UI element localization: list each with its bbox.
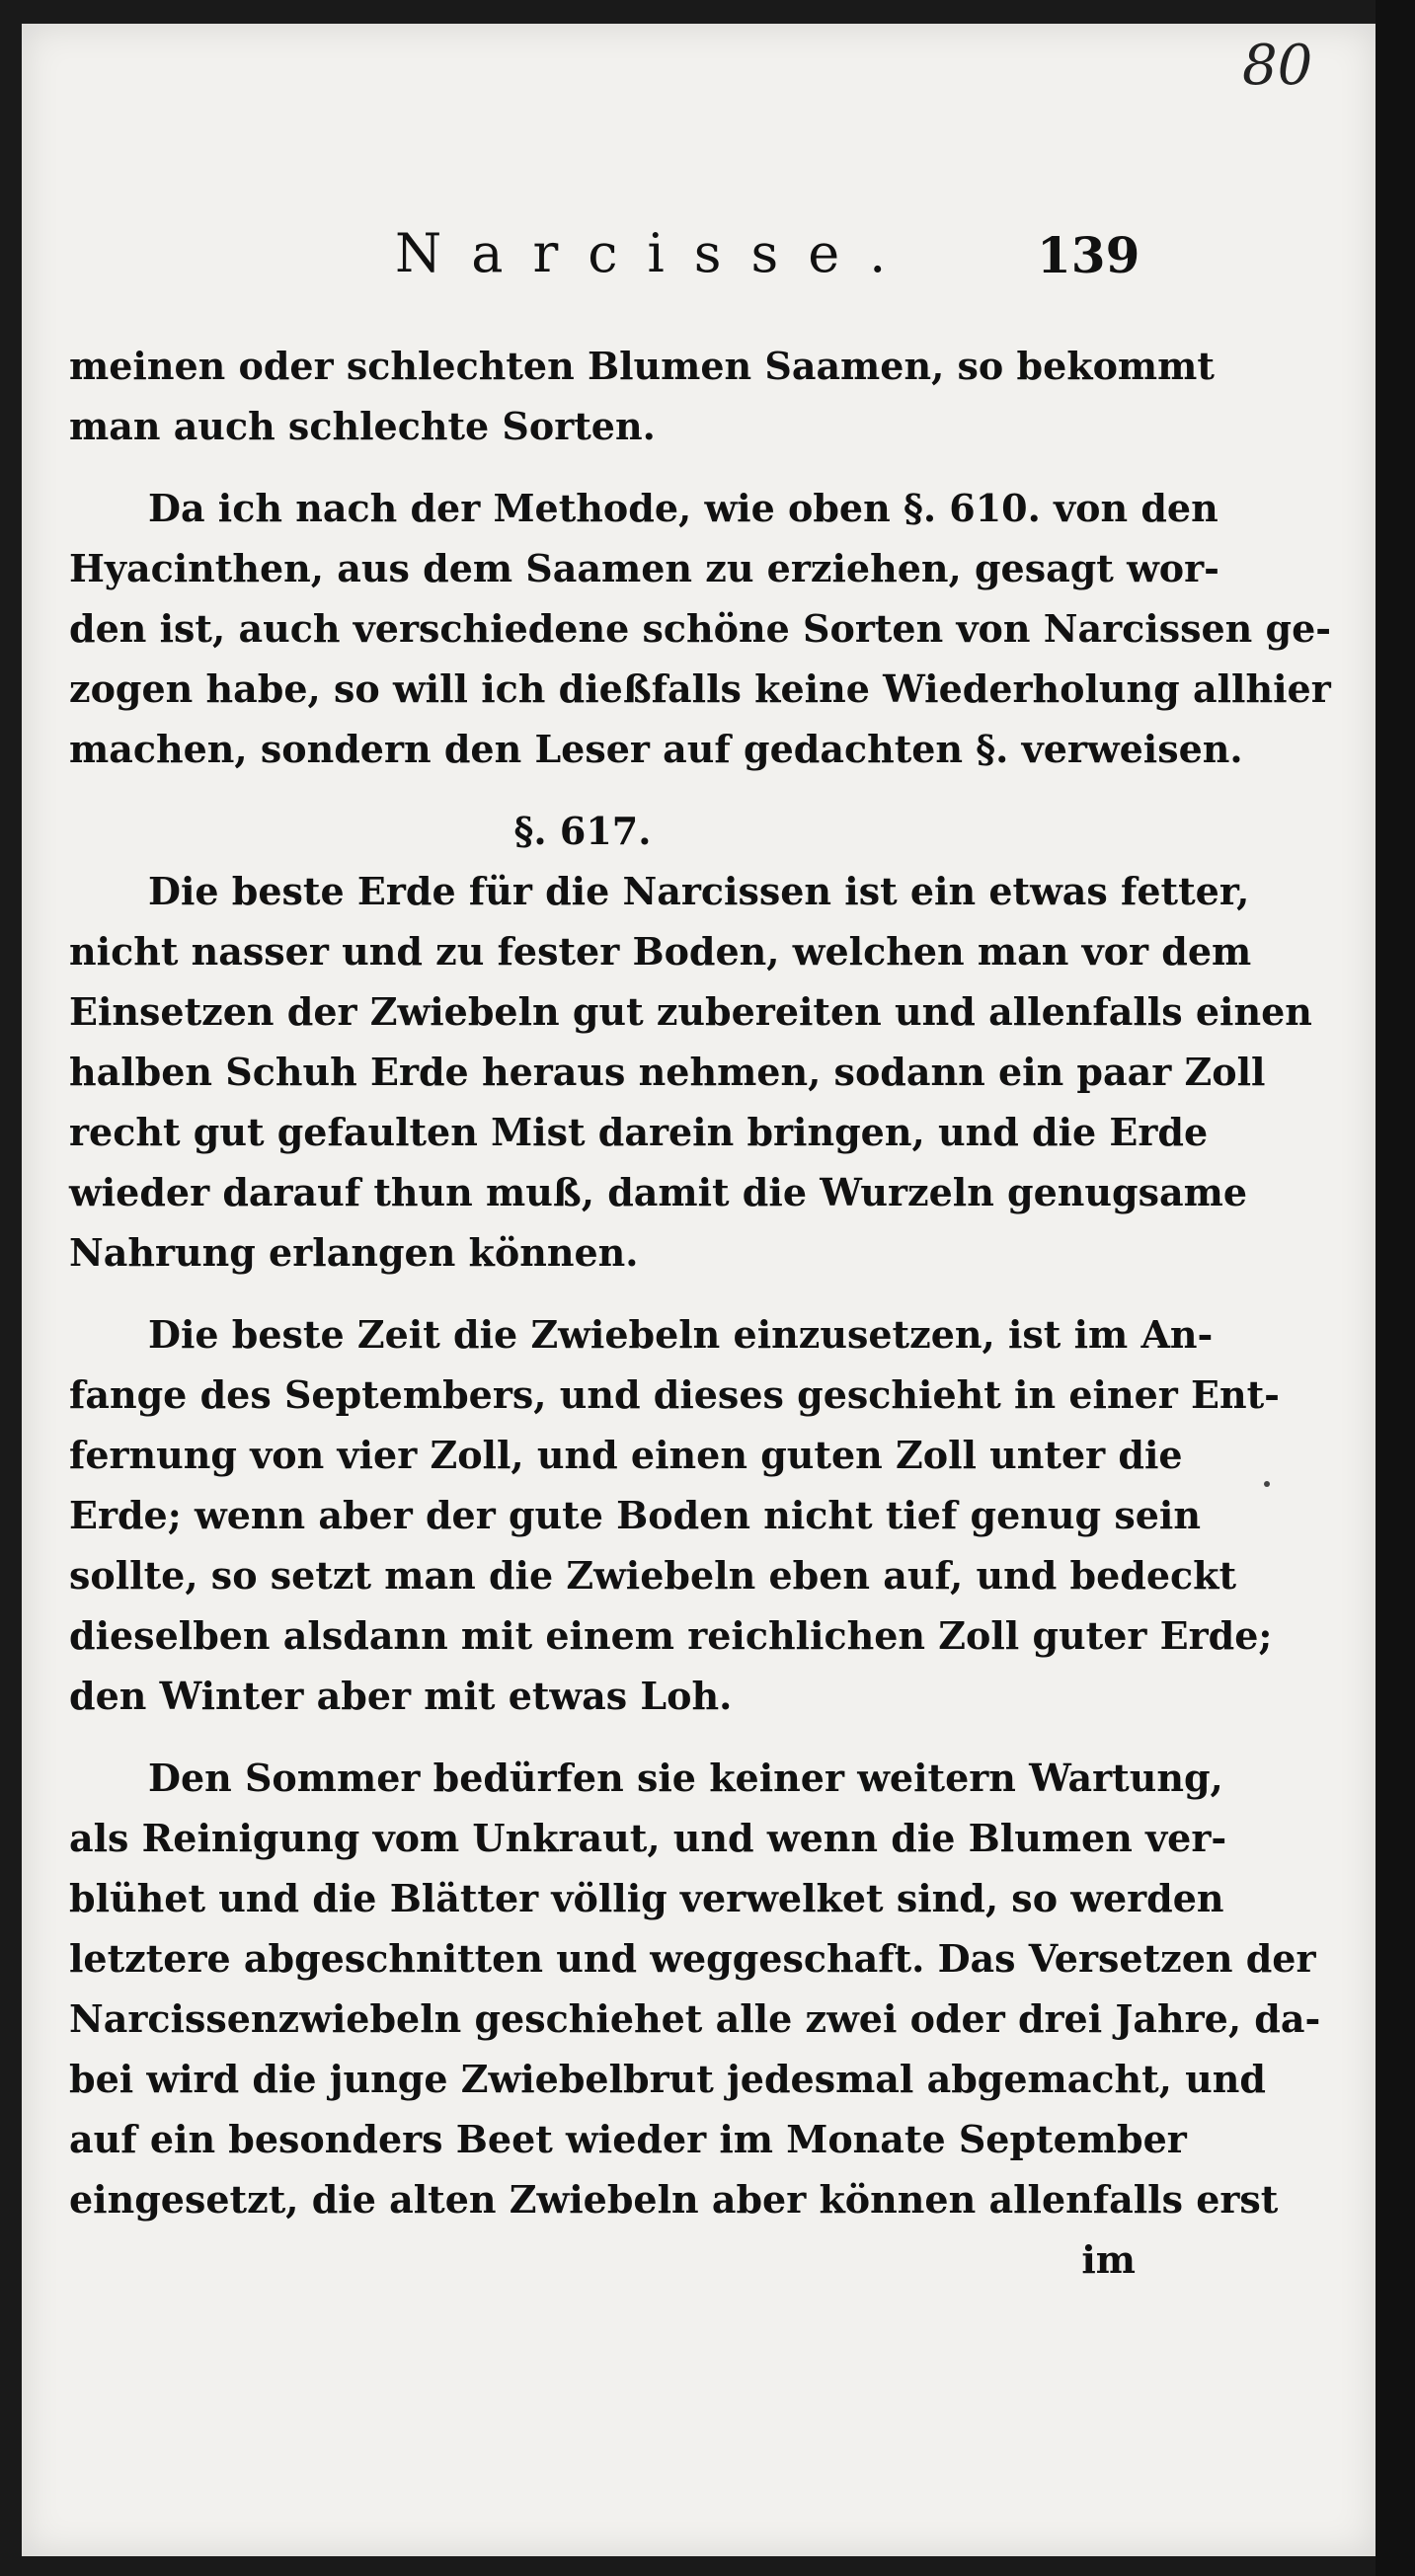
text-line: Da ich nach der Methode, wie oben §. 610. von den	[148, 486, 1218, 530]
margin-note: 80	[1242, 34, 1313, 98]
catchword: im	[1081, 2237, 1136, 2282]
paragraph	[69, 478, 1332, 779]
page-number: 139	[1037, 226, 1140, 284]
text-line: sollte, so setzt man die Zwiebeln eben auf, und bedeckt	[69, 1553, 1237, 1598]
text-line: fernung von vier Zoll, und einen guten Zoll unter die	[69, 1433, 1183, 1477]
text-line: Einsetzen der Zwiebeln gut zubereiten und allenfalls einen	[69, 989, 1312, 1034]
text-line: Die beste Zeit die Zwiebeln einzusetzen, ist im An-	[148, 1312, 1214, 1357]
body-text	[69, 336, 1332, 2290]
text-line: zogen habe, so will ich dießfalls keine Wiederholung allhier	[69, 666, 1331, 711]
text-line: letztere abgeschnitten und weggeschaft. Das Versetzen der	[69, 1936, 1316, 1981]
running-head	[0, 222, 1415, 301]
text-line: Die beste Erde für die Narcissen ist ein etwas fetter,	[148, 869, 1250, 913]
text-line: auf ein besonders Beet wieder im Monate September	[69, 2117, 1187, 2161]
paragraph	[69, 1748, 1321, 2229]
ink-speck	[1264, 1481, 1270, 1487]
text-line: bei wird die junge Zwiebelbrut jedesmal abgemacht, und	[69, 2057, 1266, 2101]
text-line: den ist, auch verschiedene schöne Sorten von Narcissen ge-	[69, 606, 1332, 651]
text-line: den Winter aber mit etwas Loh.	[69, 1674, 733, 1718]
text-line: als Reinigung vom Unkraut, und wenn die Blumen ver-	[69, 1816, 1227, 1860]
text-line: machen, sondern den Leser auf gedachten §. verweisen.	[69, 727, 1243, 771]
text-line: Erde; wenn aber der gute Boden nicht tief genug sein	[69, 1493, 1201, 1537]
scan-edge	[1376, 0, 1415, 2576]
text-line: wieder darauf thun muß, damit die Wurzeln genugsame	[69, 1170, 1248, 1214]
text-line: Nahrung erlangen können.	[69, 1230, 639, 1275]
text-line: halben Schuh Erde heraus nehmen, sodann ein paar Zoll	[69, 1050, 1266, 1094]
text-line: man auch schlechte Sorten.	[69, 404, 656, 448]
running-title: Narcisse.	[395, 222, 916, 284]
text-line: fange des Septembers, und dieses geschieht in einer Ent-	[69, 1372, 1280, 1417]
text-line: nicht nasser und zu fester Boden, welchen man vor dem	[69, 929, 1252, 974]
section-heading: §. 617.	[513, 809, 652, 853]
paragraph	[69, 861, 1312, 1283]
text-line: meinen oder schlechten Blumen Saamen, so bekommt	[69, 344, 1215, 388]
text-line: Narcissenzwiebeln geschiehet alle zwei oder drei Jahre, da-	[69, 1996, 1321, 2041]
text-line: Hyacinthen, aus dem Saamen zu erziehen, gesagt wor-	[69, 546, 1219, 590]
text-line: Den Sommer bedürfen sie keiner weitern Wartung,	[148, 1756, 1223, 1800]
paragraph	[69, 336, 1215, 456]
text-line: eingesetzt, die alten Zwiebeln aber können allenfalls erst	[69, 2177, 1279, 2222]
text-line: dieselben alsdann mit einem reichlichen Zoll guter Erde;	[69, 1613, 1273, 1658]
paragraph	[69, 1304, 1280, 1726]
text-line: blühet und die Blätter völlig verwelket sind, so werden	[69, 1876, 1224, 1920]
text-line: recht gut gefaulten Mist darein bringen, und die Erde	[69, 1110, 1209, 1154]
